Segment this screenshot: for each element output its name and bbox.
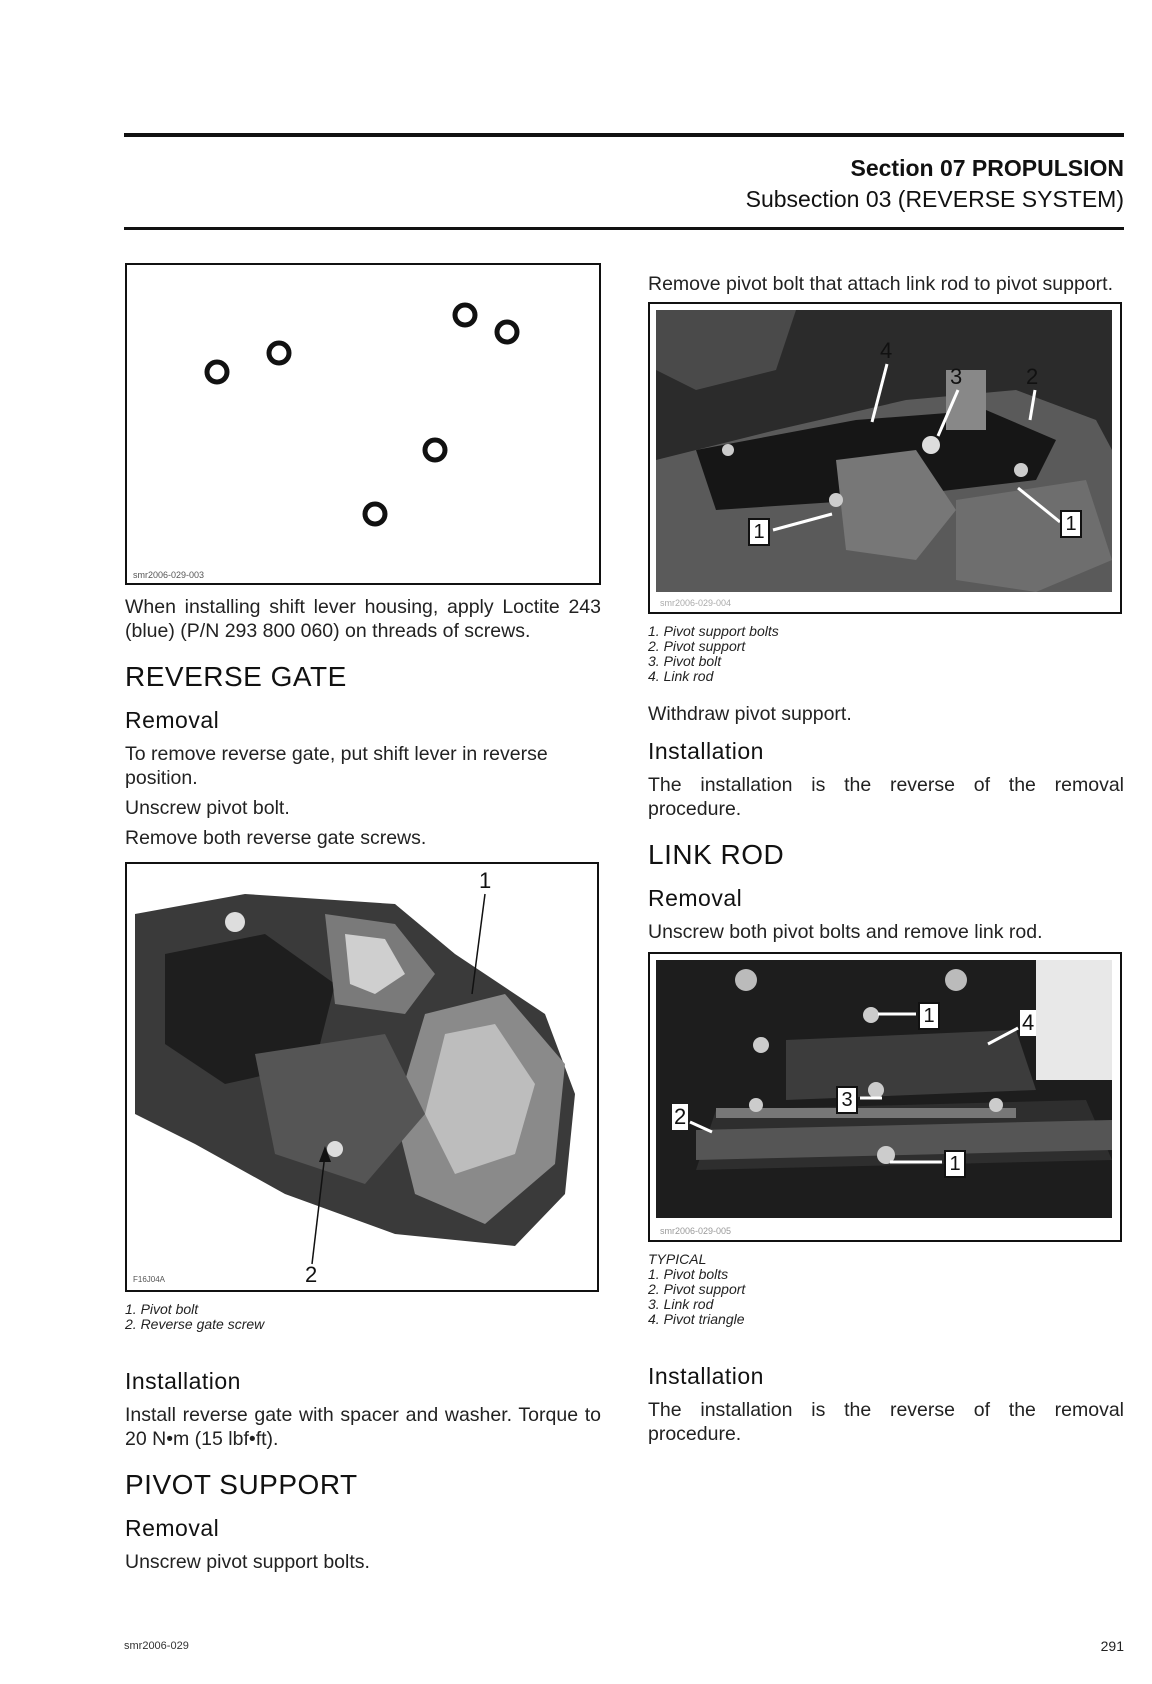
figure-code: F16J04A bbox=[133, 1275, 166, 1284]
paragraph-removal-2: Unscrew pivot bolt. bbox=[125, 797, 290, 819]
header-top-rule bbox=[124, 133, 1124, 137]
heading-removal: Removal bbox=[125, 1515, 220, 1541]
caption-item: 1. Pivot bolt bbox=[125, 1301, 199, 1317]
paragraph-installation: The installation is the reverse of the removal procedure. bbox=[648, 1399, 1124, 1445]
caption-item: 3. Pivot bolt bbox=[648, 653, 722, 669]
footer-code: smr2006-029 bbox=[124, 1640, 189, 1652]
callout-1: 1 bbox=[944, 1150, 966, 1178]
heading-installation: Installation bbox=[648, 1363, 764, 1389]
screw-holes-diagram bbox=[127, 265, 599, 583]
callout-2: 2 bbox=[305, 1262, 318, 1287]
caption-item: 4. Link rod bbox=[648, 668, 714, 684]
hole-6 bbox=[365, 504, 385, 524]
paragraph-removal-3: Remove both reverse gate screws. bbox=[125, 827, 427, 849]
caption-typical: TYPICAL bbox=[648, 1251, 707, 1267]
left-column bbox=[125, 263, 601, 1580]
subsection-title: Subsection 03 (REVERSE SYSTEM) bbox=[745, 186, 1124, 212]
hole-1 bbox=[207, 362, 227, 382]
figure-code: smr2006-029-003 bbox=[133, 570, 205, 580]
hole-4 bbox=[497, 322, 517, 342]
paragraph-installation: Install reverse gate with spacer and washer. Torque to 20 N•m (15 lbf•ft). bbox=[125, 1404, 601, 1450]
callout-4: 4 bbox=[880, 338, 893, 363]
figure-caption bbox=[648, 1252, 1124, 1327]
figure-caption bbox=[125, 1302, 601, 1332]
heading-pivot-support: PIVOT SUPPORT bbox=[125, 1469, 358, 1500]
figure-reverse-gate bbox=[125, 862, 599, 1292]
link-rod-leaders bbox=[650, 954, 1120, 1240]
callout-3: 3 bbox=[950, 364, 963, 389]
heading-reverse-gate: REVERSE GATE bbox=[125, 661, 347, 692]
page-number: 291 bbox=[1100, 1638, 1124, 1654]
callout-1: 1 bbox=[1060, 510, 1082, 538]
paragraph-installation: The installation is the reverse of the removal procedure. bbox=[648, 774, 1124, 820]
figure-pivot-support bbox=[648, 302, 1122, 614]
caption-item: 4. Pivot triangle bbox=[648, 1311, 745, 1327]
section-title: Section 07 PROPULSION bbox=[850, 155, 1124, 181]
header-bottom-rule bbox=[124, 227, 1124, 230]
caption-item: 2. Pivot support bbox=[648, 1281, 746, 1297]
paragraph-removal-5: Unscrew both pivot bolts and remove link rod. bbox=[648, 921, 1043, 943]
caption-item: 1. Pivot support bolts bbox=[648, 623, 779, 639]
heading-installation: Installation bbox=[648, 738, 764, 764]
heading-installation: Installation bbox=[125, 1368, 241, 1394]
paragraph-removal-4: Unscrew pivot support bolts. bbox=[125, 1551, 370, 1573]
callout-1: 1 bbox=[748, 518, 770, 546]
right-column bbox=[648, 272, 1124, 1452]
hole-3 bbox=[455, 305, 475, 325]
callout-3: 3 bbox=[836, 1086, 858, 1114]
callout-1: 1 bbox=[479, 868, 492, 893]
figure-link-rod bbox=[648, 952, 1122, 1242]
callout-2: 2 bbox=[1026, 364, 1039, 389]
callout-1: 1 bbox=[918, 1002, 940, 1030]
paragraph-withdraw: Withdraw pivot support. bbox=[648, 703, 852, 725]
hole-5 bbox=[425, 440, 445, 460]
caption-item: 2. Reverse gate screw bbox=[125, 1316, 265, 1332]
callout-2: 2 bbox=[674, 1104, 687, 1129]
caption-item: 1. Pivot bolts bbox=[648, 1266, 729, 1282]
heading-link-rod: LINK ROD bbox=[648, 839, 785, 870]
paragraph-loctite: When installing shift lever housing, apply Loctite 243 (blue) (P/N 293 800 060) on threads of screws. bbox=[125, 596, 601, 642]
caption-item: 3. Link rod bbox=[648, 1296, 714, 1312]
heading-removal: Removal bbox=[125, 707, 220, 733]
paragraph-remove-pivot: Remove pivot bolt that attach link rod to pivot support. bbox=[648, 273, 1114, 295]
callout-4: 4 bbox=[1022, 1010, 1035, 1035]
figure-code: smr2006-029-005 bbox=[660, 1226, 732, 1236]
figure-code: smr2006-029-004 bbox=[660, 598, 732, 608]
caption-item: 2. Pivot support bbox=[648, 638, 746, 654]
reverse-gate-leaders bbox=[127, 864, 597, 1290]
heading-removal: Removal bbox=[648, 885, 743, 911]
paragraph-removal-1: To remove reverse gate, put shift lever in reverse position. bbox=[125, 743, 548, 789]
hole-2 bbox=[269, 343, 289, 363]
figure-screw-holes bbox=[125, 263, 601, 585]
figure-caption bbox=[648, 624, 1124, 684]
